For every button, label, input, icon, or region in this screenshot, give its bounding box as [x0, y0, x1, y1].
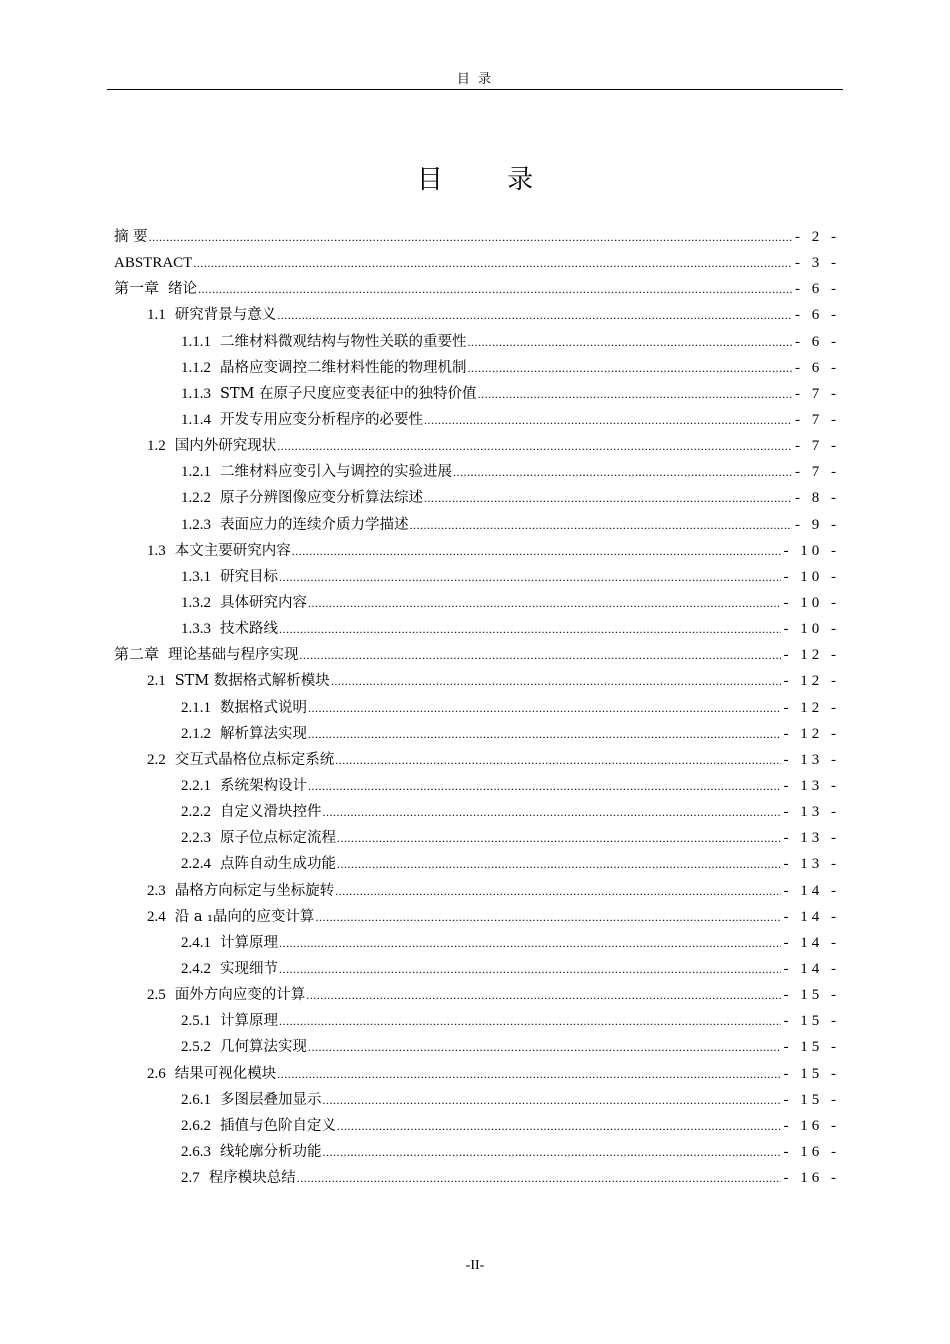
toc-entry-text: 自定义滑块控件 [220, 804, 322, 821]
footer-page-number: -II- [465, 1258, 485, 1273]
toc-entry-number: 1.2.3 [181, 516, 211, 533]
toc-entry-text: 插值与色阶自定义 [220, 1117, 336, 1134]
toc-entry-number: 2.7 [181, 1170, 200, 1187]
toc-leader-dots [308, 721, 781, 747]
toc-entry-page: - 6 - [795, 359, 840, 376]
toc-entry-page: - 13 - [783, 804, 840, 821]
toc-entry[interactable] [114, 224, 840, 250]
toc-entry-page: - 6 - [795, 333, 840, 350]
toc-entry-number: 2.2.3 [181, 830, 211, 847]
toc-entry[interactable] [114, 956, 840, 982]
toc-entry-page: - 13 - [783, 830, 840, 847]
toc-entry-number: 2.5.1 [181, 1013, 211, 1030]
toc-entry[interactable] [114, 355, 840, 381]
toc-entry-page: - 3 - [795, 255, 840, 272]
toc-entry-text: 计算原理 [220, 934, 278, 951]
toc-leader-dots [193, 250, 792, 276]
toc-entry-number: 2.3 [147, 882, 166, 899]
toc-entry-number: 2.1 [147, 673, 166, 690]
toc-entry-text: 面外方向应变的计算 [174, 987, 306, 1004]
toc-entry-page: - 16 - [783, 1117, 840, 1134]
toc-leader-dots [331, 668, 781, 694]
toc-entry-text: 实现细节 [220, 960, 278, 977]
toc-entry[interactable] [114, 302, 840, 328]
toc-leader-dots [335, 878, 780, 904]
toc-entry-number: 2.1.2 [181, 725, 211, 742]
toc-leader-dots [300, 642, 781, 668]
toc-leader-dots [297, 1165, 781, 1191]
toc-leader-dots [478, 381, 792, 407]
toc-leader-dots [279, 616, 781, 642]
page-title: 目 录 [416, 165, 562, 195]
toc-entry[interactable] [114, 433, 840, 459]
toc-leader-dots [279, 930, 781, 956]
toc-leader-dots [292, 538, 781, 564]
toc-entry-number: 2.4.2 [181, 960, 211, 977]
toc-leader-dots [337, 1113, 781, 1139]
toc-entry[interactable] [114, 642, 840, 668]
toc-entry-page: - 13 - [783, 856, 840, 873]
toc-entry-page: - 14 - [783, 882, 840, 899]
toc-leader-dots [279, 956, 781, 982]
toc-entry[interactable] [114, 721, 840, 747]
toc-entry-page: - 7 - [795, 411, 840, 428]
toc-entry-number: 1.2.1 [181, 464, 211, 481]
toc-entry-page: - 13 - [783, 777, 840, 794]
toc-entry-text: 晶格方向标定与坐标旋转 [174, 882, 335, 899]
toc-entry[interactable] [114, 747, 840, 773]
toc-entry-page: - 15 - [783, 1013, 840, 1030]
toc-entry-text: 二维材料应变引入与调控的实验进展 [220, 464, 452, 481]
toc-leader-dots [323, 1139, 781, 1165]
toc-leader-dots [308, 590, 781, 616]
toc-entry-text: 结果可视化模块 [174, 1065, 277, 1082]
toc-entry-text: 二维材料微观结构与物性关联的重要性 [220, 333, 467, 350]
toc-leader-dots [323, 799, 781, 825]
toc-entry[interactable] [114, 668, 840, 694]
toc-entry[interactable] [114, 1061, 840, 1087]
toc-entry-text: 多图层叠加显示 [220, 1091, 322, 1108]
toc-leader-dots [306, 982, 780, 1008]
toc-leader-dots [308, 1034, 781, 1060]
toc-entry-text: 具体研究内容 [220, 594, 307, 611]
table-of-contents [114, 224, 840, 1191]
toc-leader-dots [198, 276, 792, 302]
toc-entry-number: 1.1.2 [181, 359, 211, 376]
toc-entry-page: - 12 - [783, 699, 840, 716]
toc-leader-dots [468, 355, 793, 381]
toc-entry-number: 1.1 [147, 307, 166, 324]
toc-entry[interactable] [114, 1034, 840, 1060]
toc-entry-number: 1.3 [147, 542, 166, 559]
toc-entry[interactable] [114, 1139, 840, 1165]
toc-entry-text: 点阵自动生成功能 [220, 856, 336, 873]
toc-entry[interactable] [114, 825, 840, 851]
toc-entry-page: - 10 - [783, 568, 840, 585]
toc-entry-page: - 13 - [783, 751, 840, 768]
toc-entry[interactable] [114, 459, 840, 485]
toc-entry-text: 沿 a ₁晶向的应变计算 [174, 908, 315, 925]
toc-entry[interactable] [114, 1087, 840, 1113]
toc-entry-text: STM 数据格式解析模块 [174, 673, 330, 690]
toc-entry-page: - 12 - [783, 673, 840, 690]
toc-entry-number: 第一章 [114, 281, 160, 298]
toc-entry-number: 第二章 [114, 647, 160, 664]
toc-leader-dots [453, 459, 792, 485]
toc-entry-number: 2.2 [147, 751, 166, 768]
toc-entry-text: 摘 要 [114, 229, 148, 245]
toc-entry[interactable] [114, 799, 840, 825]
toc-leader-dots [308, 773, 781, 799]
toc-entry[interactable] [114, 407, 840, 433]
toc-entry-number: 2.6.2 [181, 1117, 211, 1134]
toc-entry[interactable] [114, 590, 840, 616]
toc-entry-page: - 6 - [795, 307, 840, 324]
toc-entry-number: 2.6 [147, 1065, 166, 1082]
toc-entry-number: 1.1.1 [181, 333, 211, 350]
toc-entry[interactable] [114, 329, 840, 355]
toc-entry-page: - 12 - [783, 725, 840, 742]
toc-entry[interactable] [114, 1113, 840, 1139]
toc-entry[interactable] [114, 276, 840, 302]
toc-entry-number: 2.5 [147, 987, 166, 1004]
toc-entry-page: - 15 - [783, 1065, 840, 1082]
toc-leader-dots [279, 564, 781, 590]
toc-leader-dots [149, 224, 792, 250]
toc-entry[interactable] [114, 1008, 840, 1034]
toc-entry-number: 2.6.1 [181, 1091, 211, 1108]
toc-entry-page: - 16 - [783, 1170, 840, 1187]
toc-entry-page: - 14 - [783, 960, 840, 977]
toc-entry-number: 2.2.4 [181, 856, 211, 873]
toc-entry[interactable] [114, 930, 840, 956]
toc-entry-text: 研究目标 [220, 568, 278, 585]
toc-entry-page: - 8 - [795, 490, 840, 507]
toc-entry-page: - 7 - [795, 438, 840, 455]
toc-leader-dots [277, 1061, 780, 1087]
toc-entry-page: - 6 - [795, 281, 840, 298]
toc-leader-dots [277, 302, 792, 328]
toc-entry-text: 线轮廓分析功能 [220, 1143, 322, 1160]
toc-entry[interactable] [114, 982, 840, 1008]
toc-entry-text: 几何算法实现 [220, 1039, 307, 1056]
toc-entry-text: 研究背景与意义 [174, 307, 277, 324]
toc-entry-text: 计算原理 [220, 1013, 278, 1030]
toc-entry-page: - 10 - [783, 594, 840, 611]
toc-entry[interactable] [114, 250, 840, 276]
toc-entry[interactable] [114, 564, 840, 590]
toc-entry-text: 表面应力的连续介质力学描述 [220, 516, 409, 533]
running-header: 目 录 [456, 72, 494, 87]
toc-leader-dots [468, 329, 793, 355]
toc-entry-number: 2.6.3 [181, 1143, 211, 1160]
toc-entry-text: 数据格式说明 [220, 699, 307, 716]
toc-entry-number: 2.1.1 [181, 699, 211, 716]
toc-leader-dots [410, 512, 793, 538]
toc-entry[interactable] [114, 485, 840, 511]
toc-leader-dots [424, 407, 792, 433]
toc-entry-number: 1.2 [147, 438, 166, 455]
toc-leader-dots [277, 433, 792, 459]
toc-entry-text: 本文主要研究内容 [174, 542, 291, 559]
toc-entry-text: 交互式晶格位点标定系统 [174, 751, 335, 768]
toc-entry-text: 系统架构设计 [220, 777, 307, 794]
toc-entry-text: ABSTRACT [114, 255, 193, 272]
toc-entry-page: - 14 - [783, 934, 840, 951]
toc-entry-text: 技术路线 [220, 621, 278, 638]
toc-entry-number: 2.2.2 [181, 804, 211, 821]
toc-entry-text: STM 在原子尺度应变表征中的独特价值 [220, 385, 477, 402]
toc-entry[interactable] [114, 616, 840, 642]
toc-entry[interactable] [114, 695, 840, 721]
toc-entry-number: 2.4.1 [181, 934, 211, 951]
toc-entry-page: - 15 - [783, 1091, 840, 1108]
toc-entry-text: 解析算法实现 [220, 725, 307, 742]
toc-entry[interactable] [114, 1165, 840, 1191]
toc-entry[interactable] [114, 851, 840, 877]
toc-entry[interactable] [114, 512, 840, 538]
toc-entry-page: - 9 - [795, 516, 840, 533]
toc-leader-dots [335, 747, 780, 773]
toc-entry-page: - 16 - [783, 1143, 840, 1160]
toc-leader-dots [323, 1087, 781, 1113]
toc-entry-number: 1.1.3 [181, 385, 211, 402]
toc-entry-text: 原子分辨图像应变分析算法综述 [220, 490, 423, 507]
toc-entry[interactable] [114, 538, 840, 564]
toc-entry-text: 程序模块总结 [208, 1170, 296, 1187]
header-rule [107, 89, 843, 90]
toc-entry-text: 绪论 [168, 281, 198, 298]
toc-leader-dots [337, 851, 781, 877]
toc-entry-number: 2.2.1 [181, 777, 211, 794]
toc-entry-number: 1.3.2 [181, 594, 211, 611]
toc-entry-page: - 12 - [783, 647, 840, 664]
toc-leader-dots [279, 1008, 781, 1034]
toc-entry-number: 2.5.2 [181, 1039, 211, 1056]
toc-entry-page: - 7 - [795, 464, 840, 481]
toc-leader-dots [337, 825, 781, 851]
toc-entry-text: 理论基础与程序实现 [168, 647, 299, 664]
toc-entry[interactable] [114, 773, 840, 799]
toc-entry-page: - 14 - [783, 908, 840, 925]
toc-entry-number: 1.3.1 [181, 568, 211, 585]
toc-entry-number: 1.1.4 [181, 411, 211, 428]
toc-leader-dots [315, 904, 780, 930]
toc-entry-page: - 10 - [783, 542, 840, 559]
toc-entry-number: 1.2.2 [181, 490, 211, 507]
toc-entry-text: 国内外研究现状 [174, 438, 277, 455]
toc-entry-text: 晶格应变调控二维材料性能的物理机制 [220, 359, 467, 376]
toc-entry-page: - 15 - [783, 1039, 840, 1056]
toc-entry-page: - 2 - [795, 229, 840, 245]
toc-leader-dots [424, 485, 792, 511]
toc-entry-text: 原子位点标定流程 [220, 830, 336, 847]
toc-entry-number: 1.3.3 [181, 621, 211, 638]
toc-leader-dots [308, 695, 781, 721]
toc-entry-page: - 7 - [795, 385, 840, 402]
toc-entry-number: 2.4 [147, 908, 166, 925]
toc-entry[interactable] [114, 878, 840, 904]
toc-entry-page: - 15 - [783, 987, 840, 1004]
toc-entry[interactable] [114, 904, 840, 930]
toc-entry-page: - 10 - [783, 621, 840, 638]
toc-entry[interactable] [114, 381, 840, 407]
toc-entry-text: 开发专用应变分析程序的必要性 [220, 411, 423, 428]
